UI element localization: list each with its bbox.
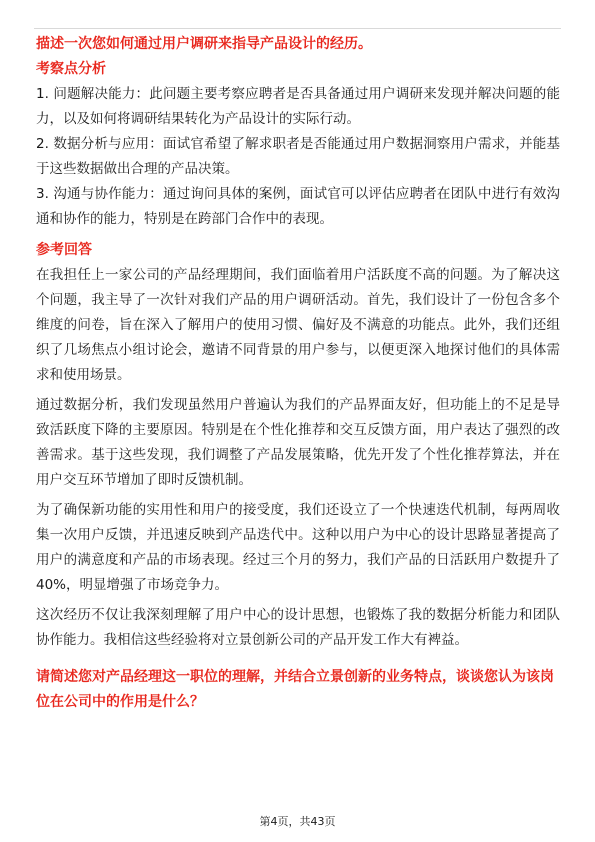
page-number: 第4页，共43页 bbox=[259, 815, 336, 828]
answer-paragraph: 为了确保新功能的实用性和用户的接受度，我们还设立了一个快速迭代机制，每两周收集一次用户反馈，并迅速反映到产品迭代中。这种以用户为中心的设计思路显著提高了用户的满意度和产品的市场表现。经过三个月的努力，我们产品的日活跃用户数提升了40%，明显增强了市场竞争力。 bbox=[36, 502, 560, 593]
top-divider bbox=[34, 28, 561, 29]
analysis-point: 3. 沟通与协作能力：通过询问具体的案例，面试官可以评估应聘者在团队中进行有效沟通和协作的能力，特别是在跨部门合作中的表现。 bbox=[36, 186, 560, 227]
answer-heading: 参考回答 bbox=[36, 242, 92, 258]
analysis-point: 2. 数据分析与应用：面试官希望了解求职者是否能通过用户数据洞察用户需求，并能基于这些数据做出合理的产品决策。 bbox=[36, 136, 560, 177]
question-title: 描述一次您如何通过用户调研来指导产品设计的经历。 bbox=[36, 36, 372, 52]
analysis-point: 1. 问题解决能力：此问题主要考察应聘者是否具备通过用户调研来发现并解决问题的能力，以及如何将调研结果转化为产品设计的实际行动。 bbox=[36, 86, 560, 127]
answer-paragraph: 这次经历不仅让我深刻理解了用户中心的设计思想，也锻炼了我的数据分析能力和团队协作能力。我相信这些经验将对立景创新公司的产品开发工作大有裨益。 bbox=[36, 607, 560, 648]
answer-paragraph: 在我担任上一家公司的产品经理期间，我们面临着用户活跃度不高的问题。为了解决这个问题，我主导了一次针对我们产品的用户调研活动。首先，我们设计了一份包含多个维度的问卷，旨在深入了解用户的使用习惯、偏好及不满意的功能点。此外，我们还组织了几场焦点小组讨论会，邀请不同背景的用户参与，以便更深入地探讨他们的具体需求和使用场景。 bbox=[36, 267, 560, 383]
next-question-title: 请简述您对产品经理这一职位的理解，并结合立景创新的业务特点，谈谈您认为该岗位在公司中的作用是什么？ bbox=[36, 669, 554, 710]
answer-paragraph: 通过数据分析，我们发现虽然用户普遍认为我们的产品界面友好，但功能上的不足是导致活跃度下降的主要原因。特别是在个性化推荐和交互反馈方面，用户表达了强烈的改善需求。基于这些发现，我们调整了产品发展策略，优先开发了个性化推荐算法，并在用户交互环节增加了即时反馈机制。 bbox=[36, 397, 560, 488]
page-content bbox=[36, 32, 560, 715]
analysis-heading: 考察点分析 bbox=[36, 61, 106, 77]
